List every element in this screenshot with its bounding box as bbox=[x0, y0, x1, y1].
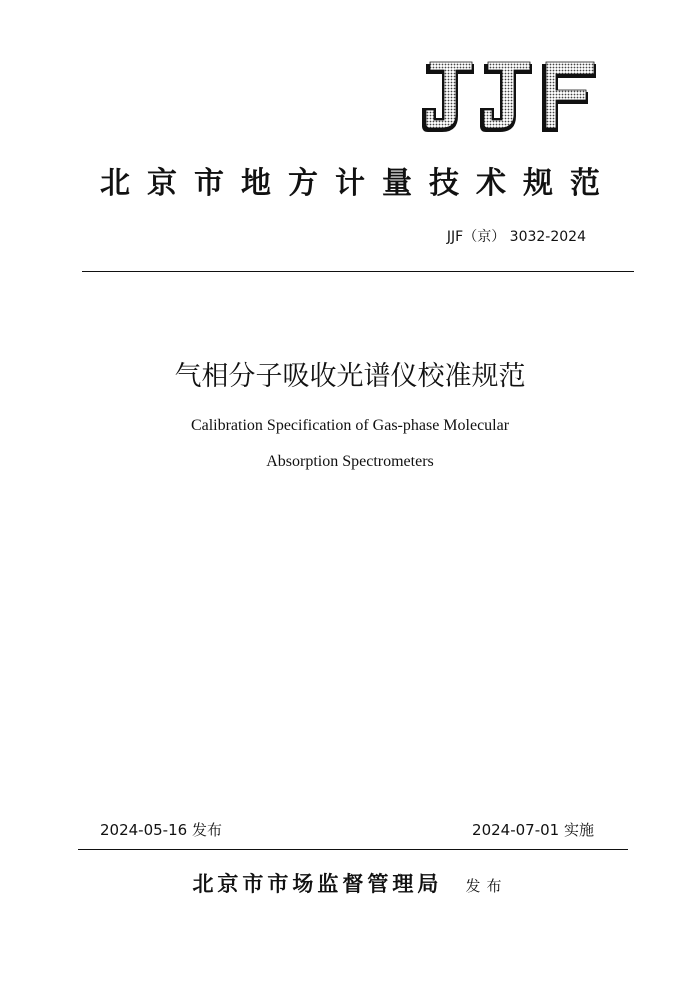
top-divider bbox=[82, 271, 634, 272]
publish-date: 2024-05-16 发布 bbox=[100, 821, 222, 839]
bottom-divider bbox=[78, 849, 628, 850]
issuer-name: 北京市市场监督管理局 bbox=[192, 871, 443, 896]
document-title-cn: 气相分子吸收光谱仪校准规范 bbox=[174, 361, 526, 392]
effective-date: 2024-07-01 实施 bbox=[472, 821, 594, 839]
main-title: 北京市地方计量技术规范 bbox=[100, 166, 617, 201]
jjf-logo-icon bbox=[420, 60, 598, 134]
issuer-line bbox=[0, 868, 700, 898]
document-code: JJF（京） 3032-2024 bbox=[446, 229, 586, 245]
document-title-en-line1: Calibration Specification of Gas-phase Molecular bbox=[190, 417, 510, 434]
document-title-en bbox=[0, 408, 700, 480]
issuer-action: 发布 bbox=[465, 877, 508, 895]
document-title-en-line2: Absorption Spectrometers bbox=[266, 453, 434, 470]
